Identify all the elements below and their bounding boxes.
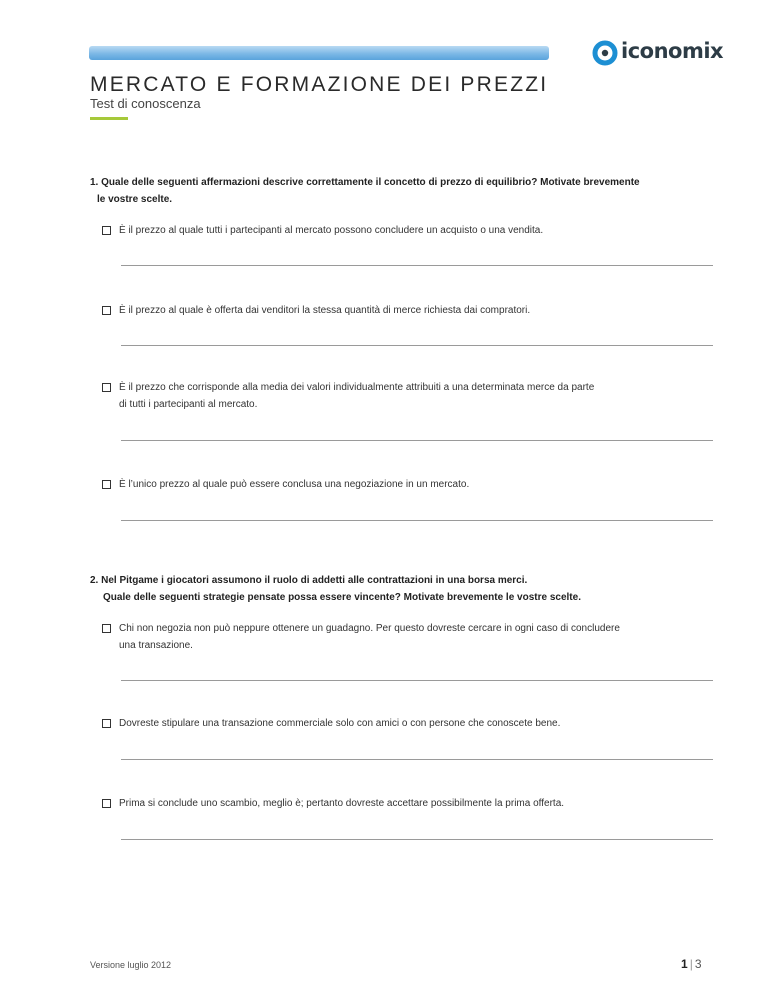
option-2b[interactable] — [102, 715, 702, 732]
checkbox[interactable] — [102, 719, 111, 728]
checkbox[interactable] — [102, 624, 111, 633]
logo-wordmark: iconomix — [621, 39, 724, 63]
question-text: 1. Quale delle seguenti affermazioni descrive correttamente il concetto di prezzo di equilibrio? Motivate brevemente — [90, 177, 640, 188]
option-1c[interactable] — [102, 379, 702, 413]
question-text-continued: Quale delle seguenti strategie pensate possa essere vincente? Motivate brevemente le vostre scelte. — [103, 592, 581, 603]
checkbox[interactable] — [102, 383, 111, 392]
answer-line[interactable] — [121, 839, 713, 840]
answer-line[interactable] — [121, 759, 713, 760]
iconomix-logo — [592, 39, 724, 68]
checkbox[interactable] — [102, 799, 111, 808]
answer-line[interactable] — [121, 680, 713, 681]
option-text-continued: una transazione. — [119, 640, 193, 651]
logo-ring-icon — [592, 40, 618, 66]
answer-line[interactable] — [121, 440, 713, 441]
page-title: MERCATO E FORMAZIONE DEI PREZZI — [90, 73, 549, 96]
page-current: 1 — [681, 957, 688, 971]
option-text: È il prezzo che corrisponde alla media dei valori individualmente attribuiti a una determinata merce da parte — [119, 382, 595, 393]
question-text-continued: le vostre scelte. — [97, 194, 173, 205]
option-2c[interactable] — [102, 795, 702, 812]
option-text: Prima si conclude uno scambio, meglio è; pertanto dovreste accettare possibilmente la prima offerta. — [119, 798, 565, 809]
question-2 — [90, 572, 581, 606]
option-text: Dovreste stipulare una transazione commerciale solo con amici o con persone che conoscete bene. — [119, 718, 561, 729]
answer-line[interactable] — [121, 265, 713, 266]
page-subtitle: Test di conoscenza — [90, 96, 201, 111]
title-accent-bar — [90, 117, 128, 120]
option-2a[interactable] — [102, 620, 702, 654]
option-text: Chi non negozia non può neppure ottenere un guadagno. Per questo dovreste cercare in ogni caso di concludere — [119, 623, 620, 634]
header-bar — [89, 46, 549, 60]
option-text-continued: di tutti i partecipanti al mercato. — [119, 399, 258, 410]
page-separator: | — [689, 957, 693, 971]
option-text: È il prezzo al quale è offerta dai venditori la stessa quantità di merce richiesta dai compratori. — [119, 305, 531, 316]
option-1a[interactable] — [102, 222, 702, 239]
version-label: Versione luglio 2012 — [90, 960, 172, 970]
checkbox[interactable] — [102, 306, 111, 315]
question-1 — [90, 174, 640, 208]
answer-line[interactable] — [121, 520, 713, 521]
option-text: È l’unico prezzo al quale può essere conclusa una negoziazione in un mercato. — [119, 479, 470, 490]
option-1d[interactable] — [102, 476, 702, 493]
page-number — [681, 957, 702, 971]
checkbox[interactable] — [102, 480, 111, 489]
option-text: È il prezzo al quale tutti i partecipanti al mercato possono concludere un acquisto o una vendita. — [119, 225, 544, 236]
answer-line[interactable] — [121, 345, 713, 346]
page-total: 3 — [694, 957, 702, 971]
checkbox[interactable] — [102, 226, 111, 235]
option-1b[interactable] — [102, 302, 702, 319]
question-text: 2. Nel Pitgame i giocatori assumono il ruolo di addetti alle contrattazioni in una borsa merci. — [90, 575, 528, 586]
